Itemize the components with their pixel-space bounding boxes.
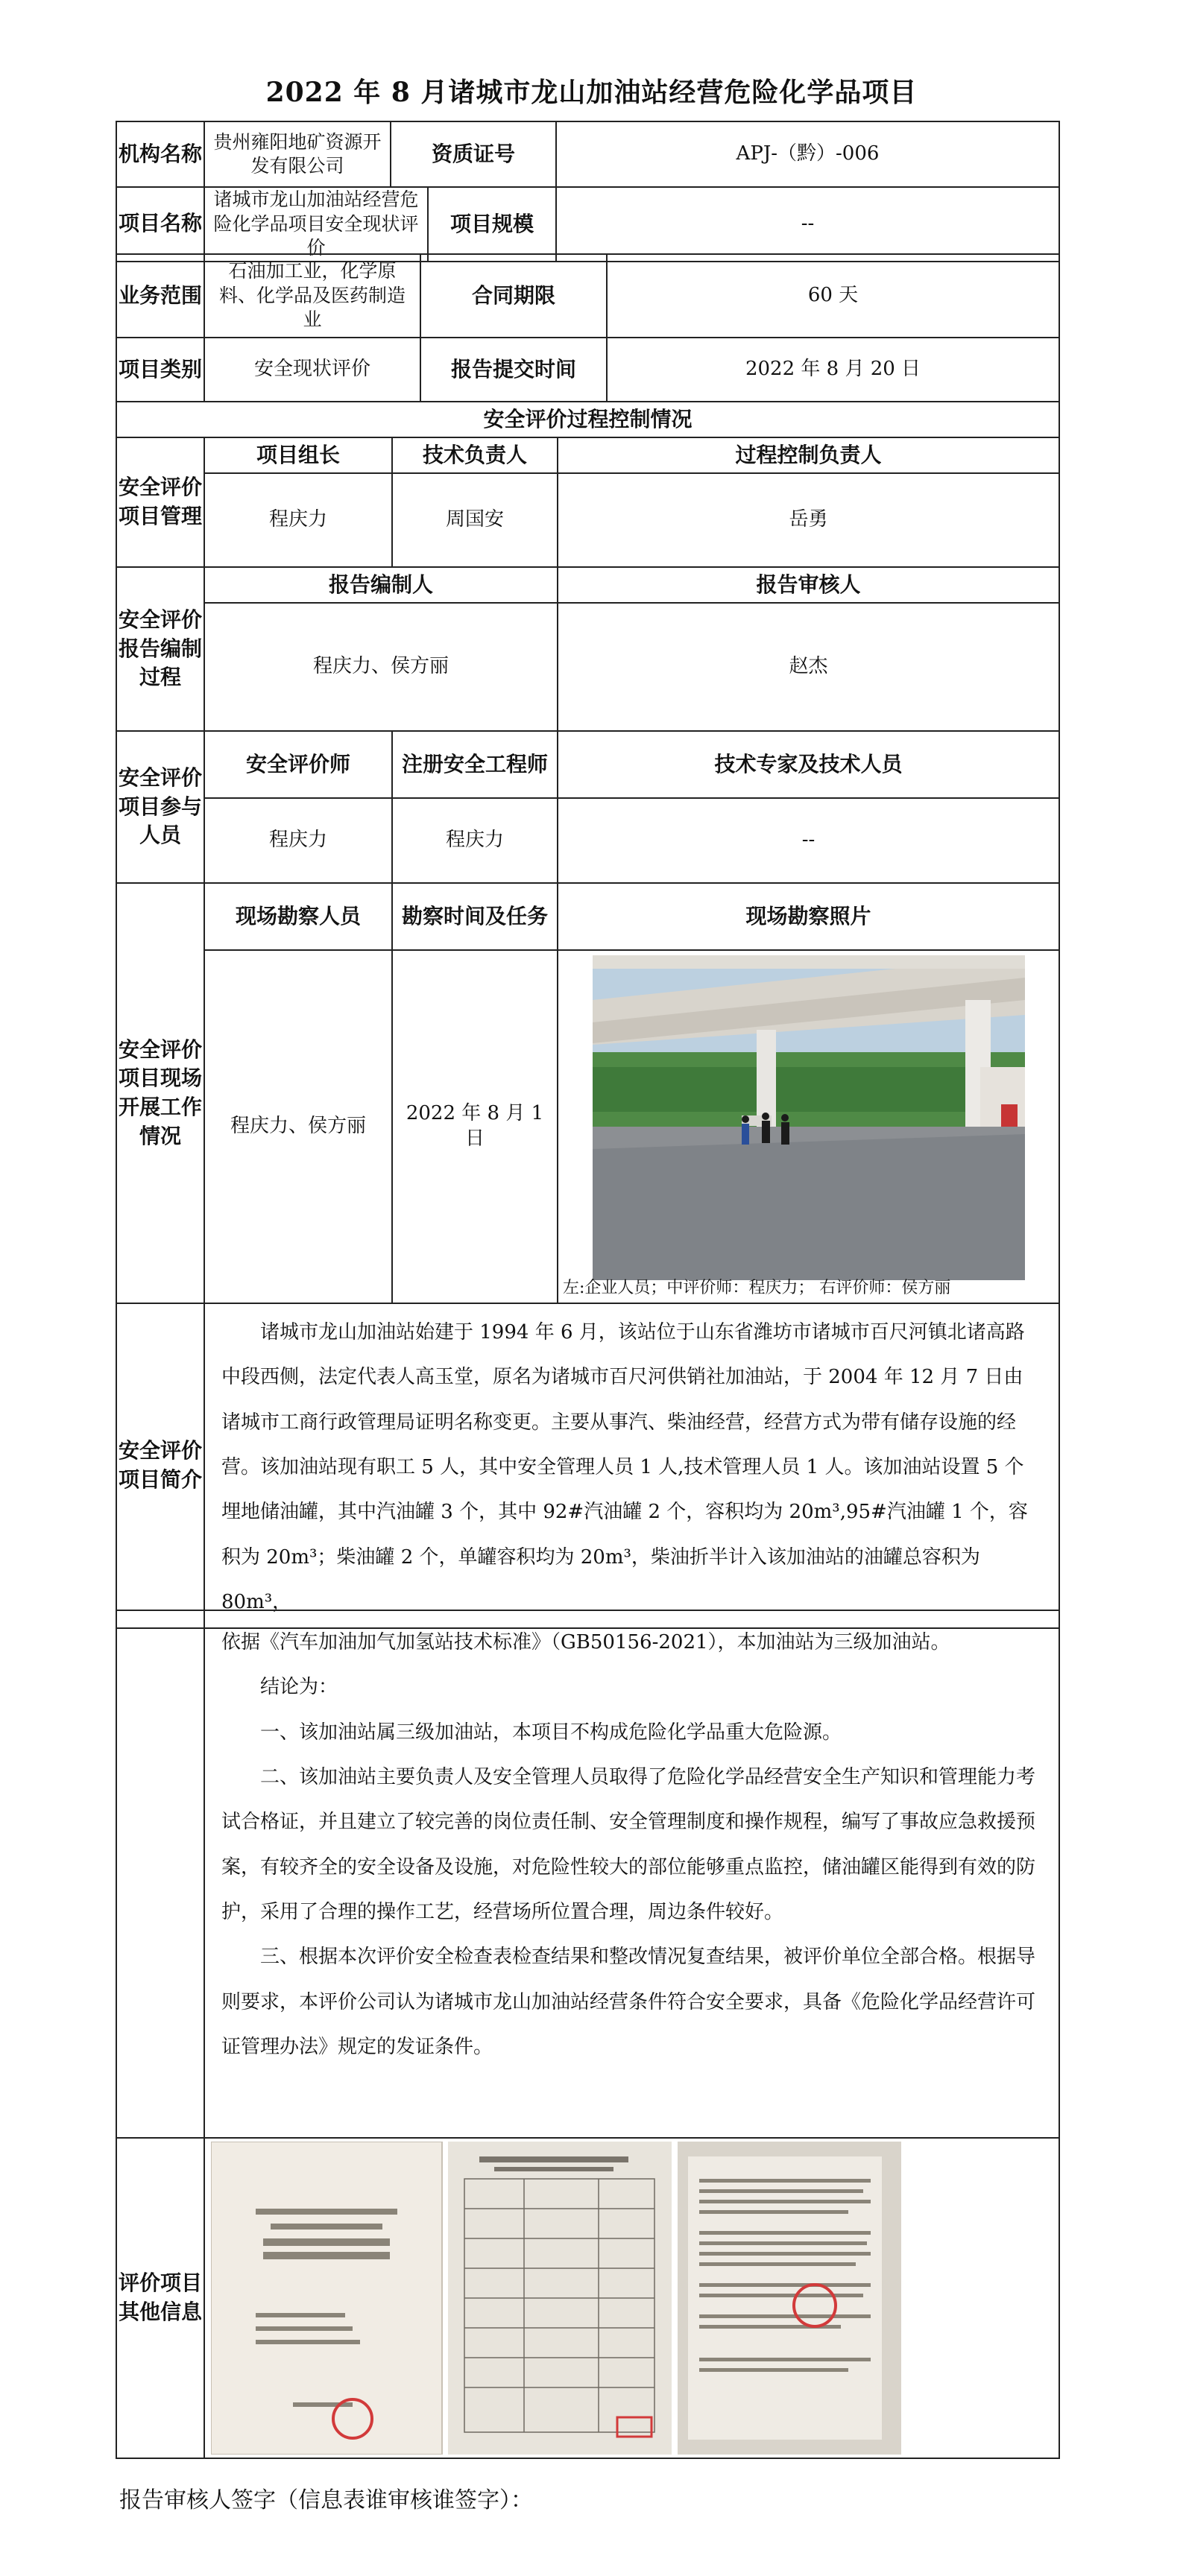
value-process-lead: 岳勇	[558, 473, 1059, 567]
value-tech-lead: 周国安	[392, 473, 558, 567]
label-period: 合同期限	[420, 254, 607, 338]
label-category: 项目类别	[116, 338, 204, 402]
label-submit: 报告提交时间	[420, 338, 607, 402]
label-tech-lead: 技术负责人	[392, 437, 558, 473]
label-site-time: 勘察时间及任务	[392, 883, 558, 950]
value-compiler: 程庆力、侯方丽	[204, 603, 558, 731]
conclusion-p1: 结论为：	[260, 1676, 338, 1699]
value-period: 60 天	[607, 254, 1059, 338]
label-other: 评价项目其他信息	[116, 2138, 204, 2458]
conclusion-table	[116, 1610, 1060, 2459]
label-qual: 资质证号	[391, 121, 556, 187]
value-qual: APJ-（黔）-006	[556, 121, 1059, 187]
label-site: 安全评价项目现场开展工作情况	[116, 883, 204, 1303]
label-site-photo: 现场勘察照片	[558, 883, 1059, 950]
summary-text: 诸城市龙山加油站始建于 1994 年 6 月，该站位于山东省潍坊市诸城市百尺河镇北诸高路中段西侧，法定代表人高玉堂，原名为诸城市百尺河供销社加油站，于 2004 年 12 月 7 日由诸城市工商行政管理局证明名称变更。主要从事汽、柴油经营，经营方式为带有储存设施的经营。该加油站现有职工 5 人，其中安全管理人员 1 人,技术管理人员 1 人。该加油站设置 5 个埋地储油罐，其中汽油罐 3 个，其中 92#汽油罐 2 个，容积均为 20m³,95#汽油罐 1 个，容积为 20m³；柴油罐 2 个，单罐容积均为 20m³，柴油折半计入该加油站的油罐总容积为 80m³，	[204, 1303, 1059, 1628]
page-title: 2022 年 8 月诸城市龙山加油站经营危险化学品项目	[265, 77, 918, 108]
info-table	[116, 121, 1060, 188]
value-project-name: 诸城市龙山加油站经营危险化学品项目安全现状评价	[204, 187, 428, 262]
value-reviewer: 赵杰	[558, 603, 1059, 731]
process-header: 安全评价过程控制情况	[116, 402, 1059, 437]
gas-station-photo	[593, 955, 1025, 1280]
value-site-people: 程庆力、侯方丽	[204, 950, 392, 1303]
label-scale: 项目规模	[428, 187, 556, 262]
value-leader: 程庆力	[204, 473, 392, 567]
process-table	[116, 401, 1060, 1629]
report-document-photos	[211, 2142, 956, 2455]
conclusion-p4: 三、根据本次评价安全检查表检查结果和整改情况复查结果，被评价单位全部合格。根据导则要求，本评价公司认为诸城市龙山加油站经营条件符合安全要求，具备《危险化学品经营许可证管理办法》规定的发证条件。	[221, 1946, 1036, 2058]
label-compile: 安全评价报告编制过程	[116, 567, 204, 731]
other-info-cell	[204, 2138, 1059, 2458]
conclusion-p2: 一、该加油站属三级加油站，本项目不构成危险化学品重大危险源。	[260, 1721, 842, 1744]
label-experts: 技术专家及技术人员	[558, 731, 1059, 798]
label-evaluator: 安全评价师	[204, 731, 392, 798]
value-scope: 石油加工业，化学原料、化学品及医药制造业	[204, 254, 420, 338]
value-org: 贵州雍阳地矿资源开发有限公司	[204, 121, 391, 187]
label-summary: 安全评价项目简介	[116, 1303, 204, 1628]
label-compiler: 报告编制人	[204, 567, 558, 603]
label-org: 机构名称	[116, 121, 204, 187]
conclusion-label-cell	[116, 1610, 204, 2138]
conclusion-p0: 依据《汽车加油加气加氢站技术标准》（GB50156-2021），本加油站为三级加油站。	[221, 1631, 950, 1653]
value-scale: --	[556, 187, 1059, 262]
conclusion-p3: 二、该加油站主要负责人及安全管理人员取得了危险化学品经营安全生产知识和管理能力考试合格证，并且建立了较完善的岗位责任制、安全管理制度和操作规程，编写了事故应急救援预案，有较齐全的安全设备及设施，对危险性较大的部位能够重点监控，储油罐区能得到有效的防护，采用了合理的操作工艺，经营场所位置合理，周边条件较好。	[221, 1765, 1036, 1923]
value-submit: 2022 年 8 月 20 日	[607, 338, 1059, 402]
label-scope: 业务范围	[116, 254, 204, 338]
info-table-3	[116, 253, 1060, 402]
value-experts: --	[558, 798, 1059, 883]
label-leader: 项目组长	[204, 437, 392, 473]
value-evaluator: 程庆力	[204, 798, 392, 883]
value-category: 安全现状评价	[204, 338, 420, 402]
value-engineer: 程庆力	[392, 798, 558, 883]
label-site-people: 现场勘察人员	[204, 883, 392, 950]
value-site-time: 2022 年 8 月 1 日	[392, 950, 558, 1303]
label-reviewer: 报告审核人	[558, 567, 1059, 603]
info-table-2	[116, 186, 1060, 262]
photo-caption: 左:企业人员；中评价师：程庆力； 右评价师：侯方丽	[563, 1279, 951, 1298]
conclusion-text	[204, 1610, 1059, 2138]
site-photo-cell	[558, 950, 1059, 1303]
label-project-name: 项目名称	[116, 187, 204, 262]
label-participants: 安全评价项目参与人员	[116, 731, 204, 883]
label-engineer: 注册安全工程师	[392, 731, 558, 798]
label-mgmt: 安全评价项目管理	[116, 437, 204, 567]
label-process-lead: 过程控制负责人	[558, 437, 1059, 473]
reviewer-signature-line: 报告审核人签字（信息表谁审核谁签字）：	[119, 2487, 533, 2513]
